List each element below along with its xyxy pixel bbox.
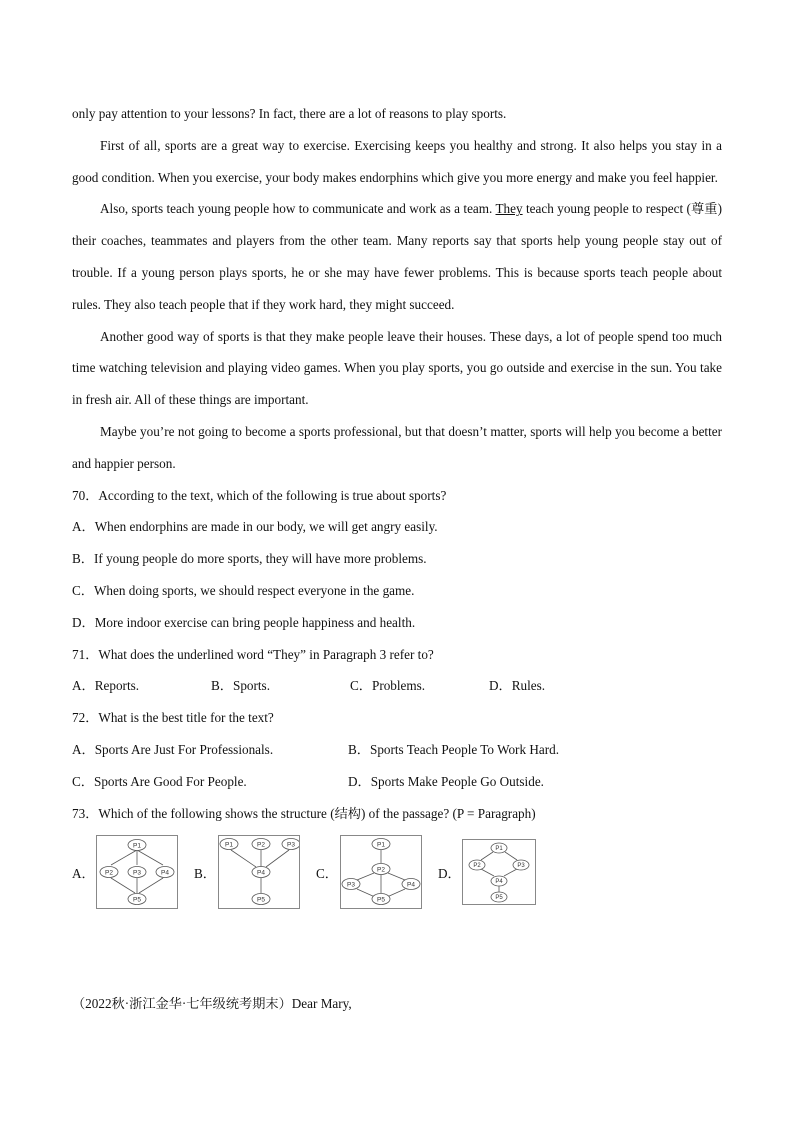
diagram-c-node-p1: P1 [377, 841, 385, 849]
q70-option-b: B．If young people do more sports, they will have more problems. [72, 551, 427, 567]
question-72: 72．What is the best title for the text? [72, 710, 274, 726]
diagram-a [96, 835, 178, 909]
diagram-a-node-p2: P2 [105, 869, 113, 877]
diagram-a-node-p3: P3 [133, 869, 141, 877]
diagram-d-node-p5: P5 [495, 895, 503, 902]
diagram-b-svg [219, 836, 299, 908]
diagram-b-node-p1: P1 [225, 841, 233, 849]
passage [72, 98, 722, 911]
paragraph-2: First of all, sports are a great way to exercise. Exercising keeps you healthy and strong. It also helps you stay in a good condition. When you exercise, your body makes endorphins which give you more energy and make you feel happier. [72, 137, 722, 185]
paragraph-3: Also, sports teach young people how to communicate and work as a team. They teach young people to respect (尊重) their coaches, teammates and players from the other team. Many reports say that sports help young people stay out of trouble. If a young person plays sports, he or she may have fewer problems. This is because sports teach people about rules. They also teach people that if they work hard, they might succeed. [72, 201, 722, 312]
q71-option-c: C．Problems. [350, 678, 426, 694]
q71-options [72, 670, 722, 702]
diagram-a-svg [97, 836, 177, 908]
paragraph-5: Maybe you’re not going to become a sports professional, but that doesn’t matter, sports will help you become a better and happier person. [72, 423, 722, 471]
diagram-d-svg [463, 840, 535, 904]
q70-option-a: A．When endorphins are made in our body, we will get angry easily. [72, 519, 438, 535]
diagram-a-node-p4: P4 [161, 869, 169, 877]
diagram-b-node-p2: P2 [257, 841, 265, 849]
q70-option-d: D．More indoor exercise can bring people happiness and health. [72, 614, 416, 630]
diagram-d-node-p2: P2 [473, 863, 481, 870]
q70-option-c: C．When doing sports, we should respect everyone in the game. [72, 582, 415, 598]
diagram-d [462, 839, 536, 905]
diagram-d-node-p4: P4 [495, 879, 503, 886]
diagram-c-node-p4: P4 [407, 881, 415, 889]
diagram-b [218, 835, 300, 909]
diagram-a-node-p1: P1 [133, 842, 141, 850]
source-line: （2022秋·浙江金华·七年级统考期末）Dear Mary, [72, 996, 352, 1012]
q72-option-a: A．Sports Are Just For Professionals. [72, 741, 274, 757]
q72-options-row1 [72, 734, 722, 766]
q72-option-c: C．Sports Are Good For People. [72, 773, 247, 789]
q72-option-d: D．Sports Make People Go Outside. [348, 773, 544, 789]
question-70: 70．According to the text, which of the following is true about sports? [72, 487, 447, 503]
diagram-c-node-p2: P2 [377, 866, 385, 874]
question-73: 73．Which of the following shows the structure (结构) of the passage? (P = Paragraph) [72, 805, 536, 821]
diagram-b-label: B． [194, 865, 216, 881]
diagram-b-node-p4: P4 [257, 869, 265, 877]
paragraph-1-end: only pay attention to your lessons? In fact, there are a lot of reasons to play sports. [72, 106, 507, 121]
diagram-a-label: A． [72, 865, 95, 881]
q71-option-a: A．Reports. [72, 678, 140, 694]
diagram-c-node-p5: P5 [377, 896, 385, 904]
paragraph-4: Another good way of sports is that they make people leave their houses. These days, a lot of people spend too much time watching television and playing video games. When you play sports, you go outside and exercise in the sun. You take in fresh air. All of these things are important. [72, 328, 722, 408]
diagram-d-node-p1: P1 [495, 846, 503, 853]
diagram-c-label: C． [316, 865, 338, 881]
structure-diagrams [72, 833, 722, 911]
diagram-c-node-p3: P3 [347, 881, 355, 889]
diagram-a-node-p5: P5 [133, 896, 141, 904]
diagram-d-label: D． [438, 865, 461, 881]
diagram-d-node-p3: P3 [517, 863, 525, 870]
q71-option-b: B．Sports. [211, 678, 270, 694]
q72-options-row2 [72, 766, 722, 798]
underlined-word: They [495, 201, 523, 217]
diagram-b-node-p3: P3 [287, 841, 295, 849]
diagram-c-svg [341, 836, 421, 908]
diagram-c [340, 835, 422, 909]
q72-option-b: B．Sports Teach People To Work Hard. [348, 741, 559, 757]
diagram-b-node-p5: P5 [257, 896, 265, 904]
q71-option-d: D．Rules. [489, 678, 546, 694]
question-71: 71．What does the underlined word “They” in Paragraph 3 refer to? [72, 646, 434, 662]
